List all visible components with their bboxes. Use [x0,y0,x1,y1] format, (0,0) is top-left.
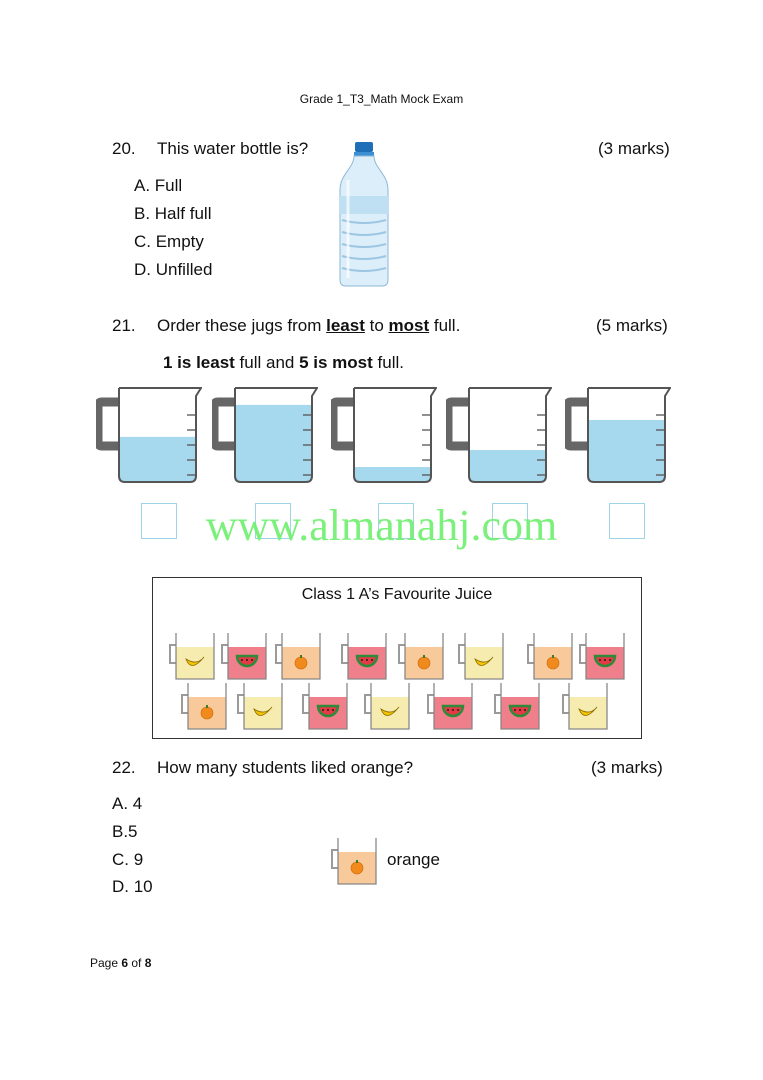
q21-text-mid: to [364,316,389,335]
q21-instr-bold-1: 1 is least [163,353,235,372]
juice-cup-watermelon [303,683,347,729]
jug-water-fill [235,405,312,482]
watermark: www.almanahj.com [205,501,558,550]
watermelon-icon [443,706,463,716]
jug-4 [446,384,552,493]
q20-option-c: C. Empty [134,232,204,251]
juice-cup-banana [365,683,409,729]
juice-cup-banana [459,633,503,679]
juice-chart-title: Class 1 A’s Favourite Juice [301,586,493,603]
q21-instr-text-1: full and [234,353,300,372]
footer-page-number: 6 [121,956,129,970]
q21-number: 21. [112,316,136,335]
water-bottle-image [334,140,394,288]
q20-option-b: B. Half full [134,204,212,223]
watermelon-icon [595,656,615,666]
juice-cup-watermelon [428,683,472,729]
q22-option-a: A. 4 [112,794,143,813]
watermelon-icon [318,706,338,716]
page-header: Grade 1_T3_Math Mock Exam [299,92,464,106]
jug-water-fill [119,437,196,482]
q21-text [157,316,460,336]
q20-number: 20. [112,139,136,158]
q22-marks: (3 marks) [591,758,663,777]
page-footer [90,956,151,970]
jug-water-fill [588,420,665,482]
q20-text: This water bottle is? [157,139,309,158]
legend-label: orange [387,850,440,869]
q21-text-post: full. [429,316,461,335]
jug-2 [212,384,318,493]
q22-option-b: B.5 [112,822,138,841]
jug-water-fill [469,450,546,482]
jug-water-fill [354,467,431,482]
q20-option-d: D. Unfilled [134,260,213,279]
orange-juice-legend-icon [330,836,382,886]
q22-text: How many students liked orange? [157,758,414,777]
q21-instr-text-2: full. [372,353,404,372]
juice-cup-watermelon [222,633,266,679]
juice-pictograph [160,625,636,735]
juice-cup-orange [528,633,572,679]
watermelon-icon [237,656,257,666]
q21-least: least [326,316,365,335]
q21-most: most [388,316,430,335]
juice-cup-watermelon [580,633,624,679]
juice-cup-banana [170,633,214,679]
watermelon-icon [510,706,530,716]
footer-of-word: of [128,956,145,970]
juice-cup-orange [182,683,226,729]
juice-cup-orange [276,633,320,679]
q21-instruction [163,353,404,373]
q22-option-d: D. 10 [112,877,153,896]
juice-cup-banana [238,683,282,729]
q21-instr-bold-2: 5 is most [299,353,373,372]
q20-option-a: A. Full [134,176,183,195]
footer-total-pages: 8 [144,956,152,970]
q21-marks: (5 marks) [596,316,668,335]
juice-cup-watermelon [342,633,386,679]
q22-number: 22. [112,758,136,777]
q21-text-pre: Order these jugs from [157,316,327,335]
jug-3 [331,384,437,493]
juice-cup-banana [563,683,607,729]
juice-cup-watermelon [495,683,539,729]
q22-option-c: C. 9 [112,850,144,869]
watermelon-icon [357,656,377,666]
q20-marks: (3 marks) [598,139,670,158]
juice-cup-orange [399,633,443,679]
jug-5 [565,384,671,493]
footer-page-word: Page [90,956,122,970]
jug-1 [96,384,202,493]
